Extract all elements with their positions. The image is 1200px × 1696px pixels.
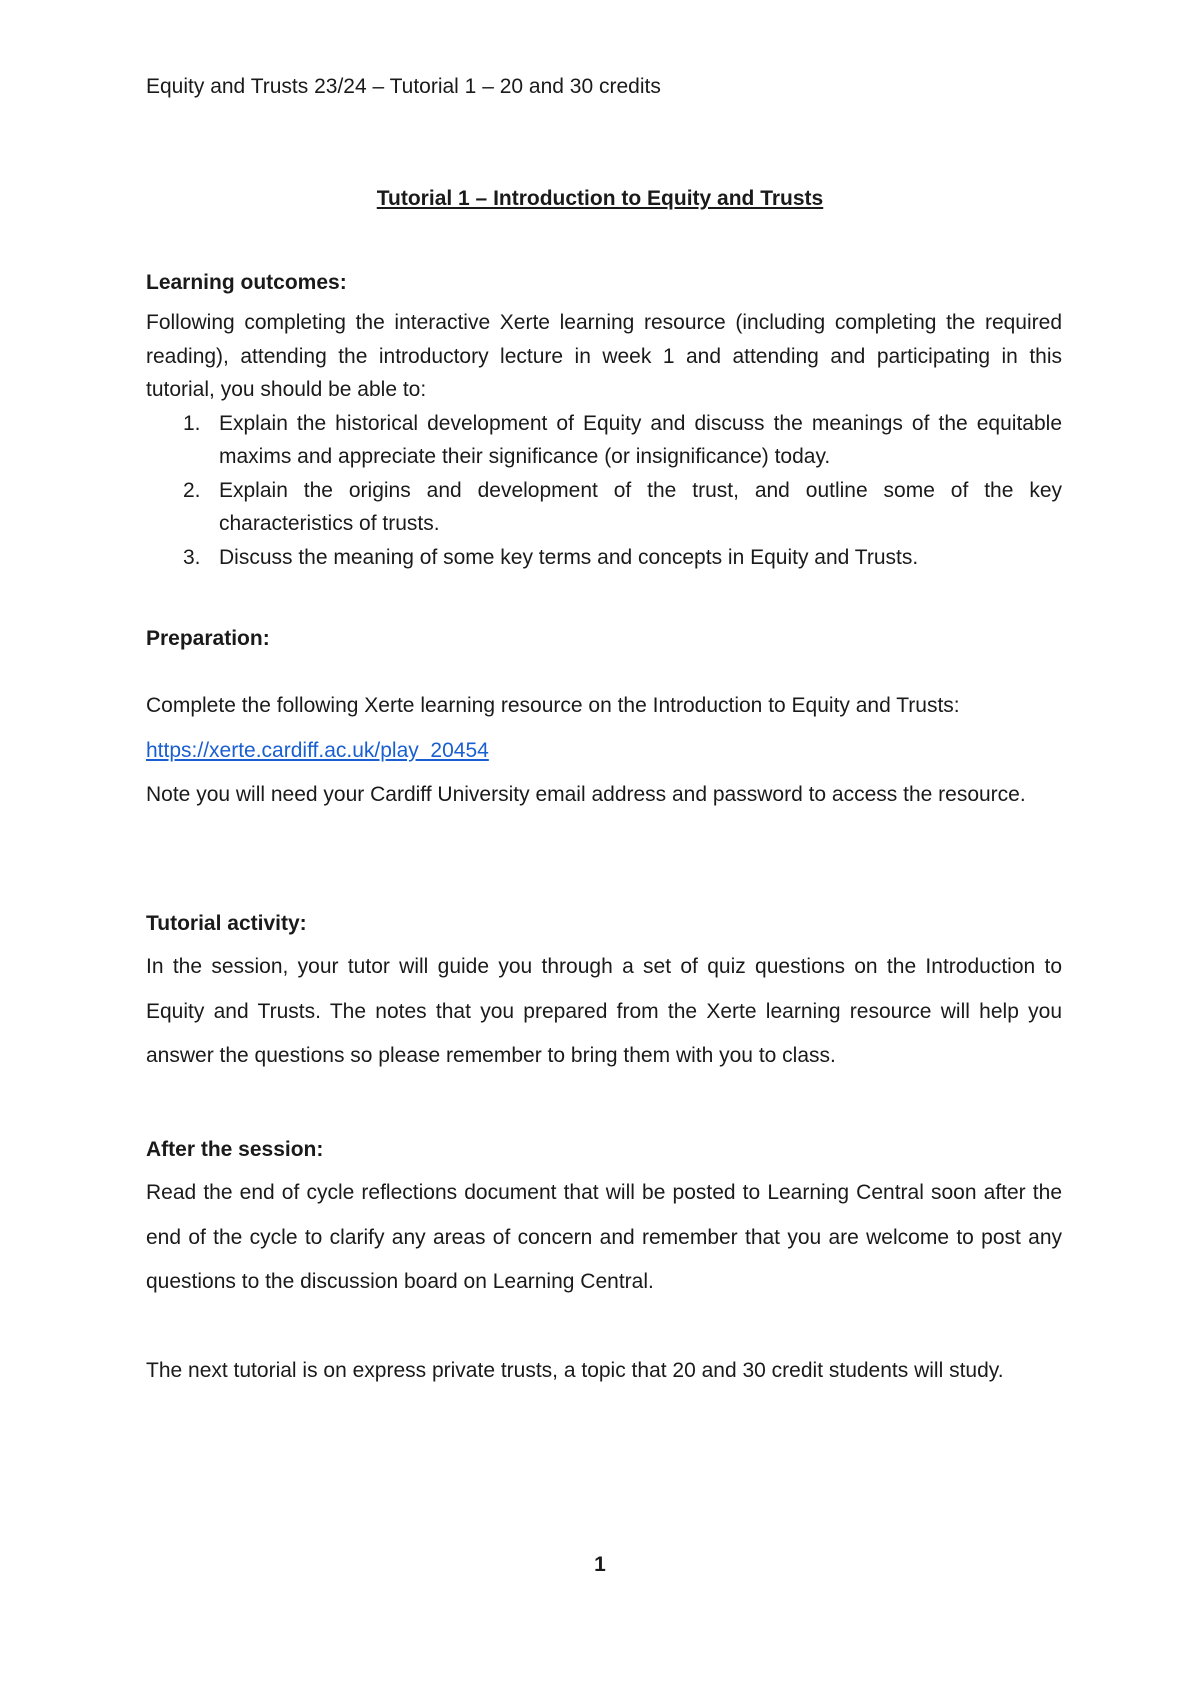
list-item-number: 2.	[183, 478, 201, 502]
list-item	[146, 474, 1062, 541]
learning-outcomes-list	[146, 407, 1062, 575]
after-session-section	[146, 1137, 1062, 1393]
preparation-link-line	[146, 729, 1062, 774]
preparation-note: Note you will need your Cardiff University email address and password to access the resource.	[146, 783, 1026, 806]
list-item	[146, 541, 1062, 575]
document-title: Tutorial 1 – Introduction to Equity and Trusts	[376, 187, 824, 210]
list-item-number: 3.	[183, 545, 201, 569]
running-header: Equity and Trusts 23/24 – Tutorial 1 – 20 and 30 credits	[146, 75, 661, 98]
tutorial-activity-heading: Tutorial activity:	[146, 912, 307, 935]
list-item-text: Explain the origins and development of the trust, and outline some of the key characteristics of trusts.	[219, 478, 1062, 535]
after-session-text: Read the end of cycle reflections document that will be posted to Learning Central soon after the end of the cycle to clarify any areas of concern and remember that you are welcome to post any questions to the discussion board on Learning Central.	[146, 1181, 1062, 1293]
preparation-text: Complete the following Xerte learning resource on the Introduction to Equity and Trusts:	[146, 694, 960, 717]
learning-outcomes-heading: Learning outcomes:	[146, 271, 347, 294]
list-item-number: 1.	[183, 411, 201, 435]
xerte-resource-link[interactable]: https://xerte.cardiff.ac.uk/play_20454	[146, 738, 489, 762]
after-session-heading: After the session:	[146, 1138, 324, 1161]
tutorial-activity-text: In the session, your tutor will guide you through a set of quiz questions on the Introduction to Equity and Trusts. The notes that you prepared from the Xerte learning resource will help you answer the questions so please remember to bring them with you to class.	[146, 955, 1062, 1067]
tutorial-activity-section	[146, 911, 1062, 1079]
learning-outcomes-section	[146, 270, 1062, 574]
list-item-text: Discuss the meaning of some key terms and concepts in Equity and Trusts.	[219, 545, 919, 569]
page-number: 1	[594, 1553, 606, 1576]
learning-outcomes-intro: Following completing the interactive Xerte learning resource (including completing the required reading), attending the introductory lecture in week 1 and attending and participating in this tutorial, you should be able to:	[146, 311, 1062, 401]
list-item-text: Explain the historical development of Equity and discuss the meanings of the equitable maxims and appreciate their significance (or insignificance) today.	[219, 411, 1062, 468]
list-item	[146, 407, 1062, 474]
preparation-section	[146, 626, 1062, 818]
preparation-heading: Preparation:	[146, 627, 270, 650]
next-tutorial-text: The next tutorial is on express private trusts, a topic that 20 and 30 credit students will study.	[146, 1358, 1004, 1382]
